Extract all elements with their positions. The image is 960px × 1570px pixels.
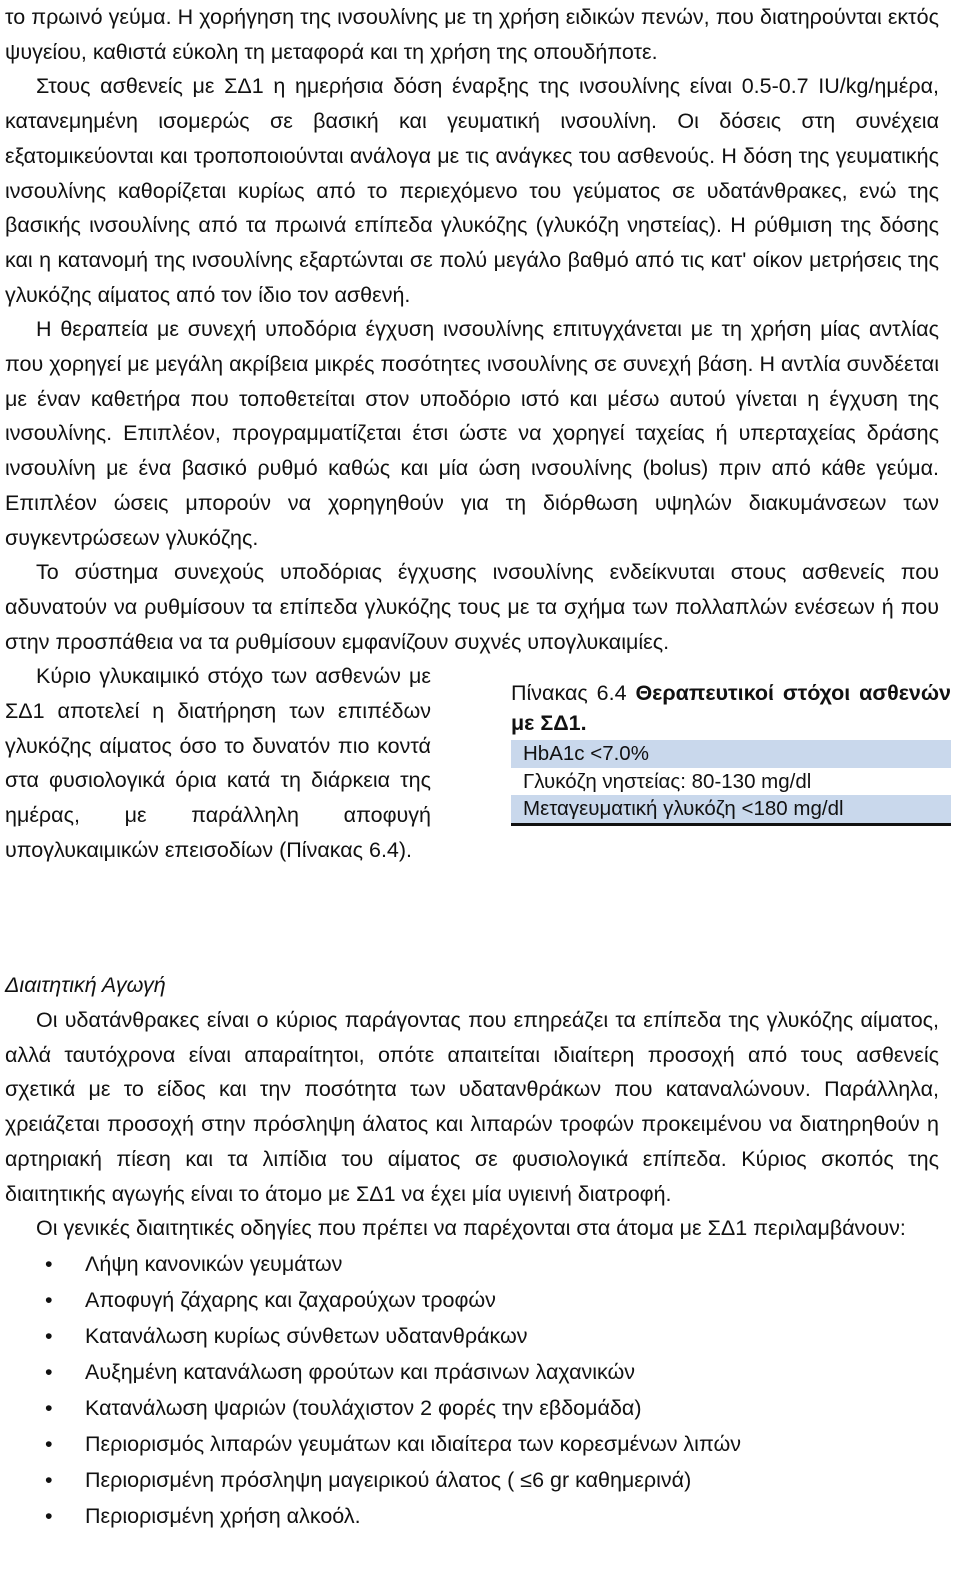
glycemic-target-section	[5, 659, 951, 937]
table-6-4	[511, 678, 951, 826]
section-title-diet: Διαιτητική Αγωγή	[5, 973, 166, 998]
paragraph-carbohydrates: Οι υδατάνθρακες είναι ο κύριος παράγοντας που επηρεάζει τα επίπεδα της γλυκόζης αίματος, αλλά ταυτόχρονα είναι απαραίτητοι, οπότε απαιτείται ιδιαίτερη προσοχή από τους ασθενείς σχετικά με το είδος και την ποσότητα των υδατανθράκων που καταναλώνουν. Παράλληλα, χρειάζεται προσοχή στην πρόσληψη άλατος και λιπαρών τροφών προκειμένου να διατηρηθούν η αρτηριακή πίεση και τα λιπίδια του αίματος σε φυσιολογικά επίπεδα. Κύριος σκοπός της διαιτητικής αγωγής είναι το άτομο με ΣΔ1 να έχει μία υγιεινή διατροφή.	[5, 1008, 939, 1206]
list-item	[5, 1282, 939, 1318]
target-row-fasting-glucose: Γλυκόζη νηστείας: 80-130 mg/dl	[523, 769, 812, 793]
bullet-icon: •	[45, 1395, 53, 1420]
bullet-icon: •	[45, 1287, 53, 1312]
paragraph-starting-dose: Στους ασθενείς με ΣΔ1 η ημερήσια δόση έναρξης της ινσουλίνης είναι 0.5-0.7 IU/kg/ημέρα, κατανεμημένη ισομερώς σε βασική και γευματική ινσουλίνη. Οι δόσεις στη συνέχεια εξατομικεύονται και τροποποιούνται ανάλογα με τις ανάγκες του ασθενούς. Η δόση της γευματικής ινσουλίνης καθορίζεται κυρίως από το περιεχόμενο του γεύματος σε υδατάνθρακες, ενώ της βασικής ινσουλίνης από τα πρωινά επίπεδα γλυκόζης (γλυκόζη νηστείας). Η ρύθμιση της δόσης και η κατανομή της ινσουλίνης εξαρτώνται σε πολύ μεγάλο βαθμό από τις κατ' οίκον μετρήσεις της γλυκόζης αίματος από τον ίδιο τον ασθενή.	[5, 74, 939, 307]
bullet-icon: •	[45, 1251, 53, 1276]
bullet-icon: •	[45, 1359, 53, 1384]
bullet-icon: •	[45, 1467, 53, 1492]
paragraph-guidelines-intro: Οι γενικές διαιτητικές οδηγίες που πρέπει να παρέχονται στα άτομα με ΣΔ1 περιλαμβάνουν:	[36, 1216, 906, 1241]
list-item	[5, 1426, 939, 1462]
table-caption-label: Πίνακας 6.4	[511, 681, 636, 706]
table-caption	[511, 678, 951, 738]
list-item-text: Κατανάλωση κυρίως σύνθετων υδατανθράκων	[85, 1323, 528, 1348]
target-row-postprandial-glucose: Μεταγευματική γλυκόζη <180 mg/dl	[511, 795, 951, 823]
list-item-text: Αυξημένη κατανάλωση φρούτων και πράσινων λαχανικών	[85, 1359, 636, 1384]
paragraph-pen-usage: το πρωινό γεύμα. Η χορήγηση της ινσουλίνης με τη χρήση ειδικών πενών, που διατηρούνται εκτός ψυγείου, καθιστά εύκολη τη μεταφορά και τη χρήση της οπουδήποτε.	[5, 5, 939, 64]
list-item-text: Λήψη κανονικών γευμάτων	[85, 1251, 343, 1276]
list-item-text: Αποφυγή ζάχαρης και ζαχαρούχων τροφών	[85, 1287, 496, 1312]
list-item-text: Κατανάλωση ψαριών (τουλάχιστον 2 φορές την εβδομάδα)	[85, 1395, 642, 1420]
target-row-hba1c: HbA1c <7.0%	[511, 740, 951, 768]
document-page	[5, 0, 951, 1534]
paragraph-insulin-pump: Η θεραπεία με συνεχή υποδόρια έγχυση ινσουλίνης επιτυγχάνεται με τη χρήση μίας αντλίας που χορηγεί με μεγάλη ακρίβεια μικρές ποσότητες ινσουλίνης σε συνεχή βάση. Η αντλία συνδέεται με έναν καθετήρα που τοποθετείται στον υποδόριο ιστό και μέσω αυτού γίνεται η έγχυση της ινσουλίνης. Επιπλέον, προγραμματίζεται έτσι ώστε να χορηγεί ταχείας ή υπερταχείας δράσης ινσουλίνη με ένα βασικό ρυθμό καθώς και μία ώση ινσουλίνης (bolus) πριν από κάθε γεύμα. Επιπλέον ώσεις μπορούν να χορηγηθούν για τη διόρθωση υψηλών διακυμάνσεων των συγκεντρώσεων γλυκόζης.	[5, 317, 939, 550]
list-item	[5, 1462, 939, 1498]
list-item	[5, 1354, 939, 1390]
dietary-guidelines-list	[5, 1246, 939, 1534]
list-item-text: Περιορισμός λιπαρών γευμάτων και ιδιαίτερα των κορεσμένων λιπών	[85, 1431, 742, 1456]
list-item	[5, 1498, 939, 1534]
bullet-icon: •	[45, 1323, 53, 1348]
targets-table	[511, 740, 951, 826]
bullet-icon: •	[45, 1503, 53, 1528]
paragraph-glycemic-target: Κύριο γλυκαιμικό στόχο των ασθενών με ΣΔ1 αποτελεί η διατήρηση των επιπέδων γλυκόζης αίματος όσο το δυνατόν πιο κοντά στα φυσιολογικά όρια κατά τη διάρκεια της ημέρας, με παράλληλη αποφυγή υπογλυκαιμικών επεισοδίων (Πίνακας 6.4).	[5, 664, 431, 862]
paragraph-pump-indication: Το σύστημα συνεχούς υποδόριας έγχυσης ινσουλίνης ενδείκνυται στους ασθενείς που αδυνατούν να ρυθμίσουν τα επίπεδα γλυκόζης τους με τα σχήμα των πολλαπλών ενέσεων ή που στην προσπάθεια να τα ρυθμίσουν εμφανίζουν συχνές υπογλυκαιμίες.	[5, 560, 939, 654]
table-caption-title: Θεραπευτικοί στόχοι ασθενών με ΣΔ1.	[511, 681, 951, 736]
bullet-icon: •	[45, 1431, 53, 1456]
list-item	[5, 1390, 939, 1426]
list-item-text: Περιορισμένη πρόσληψη μαγειρικού άλατος ( ≤6 gr καθημερινά)	[85, 1467, 692, 1492]
list-item	[5, 1318, 939, 1354]
glycemic-target-text-column	[5, 659, 431, 867]
list-item	[5, 1246, 939, 1282]
list-item-text: Περιορισμένη χρήση αλκοόλ.	[85, 1503, 361, 1528]
